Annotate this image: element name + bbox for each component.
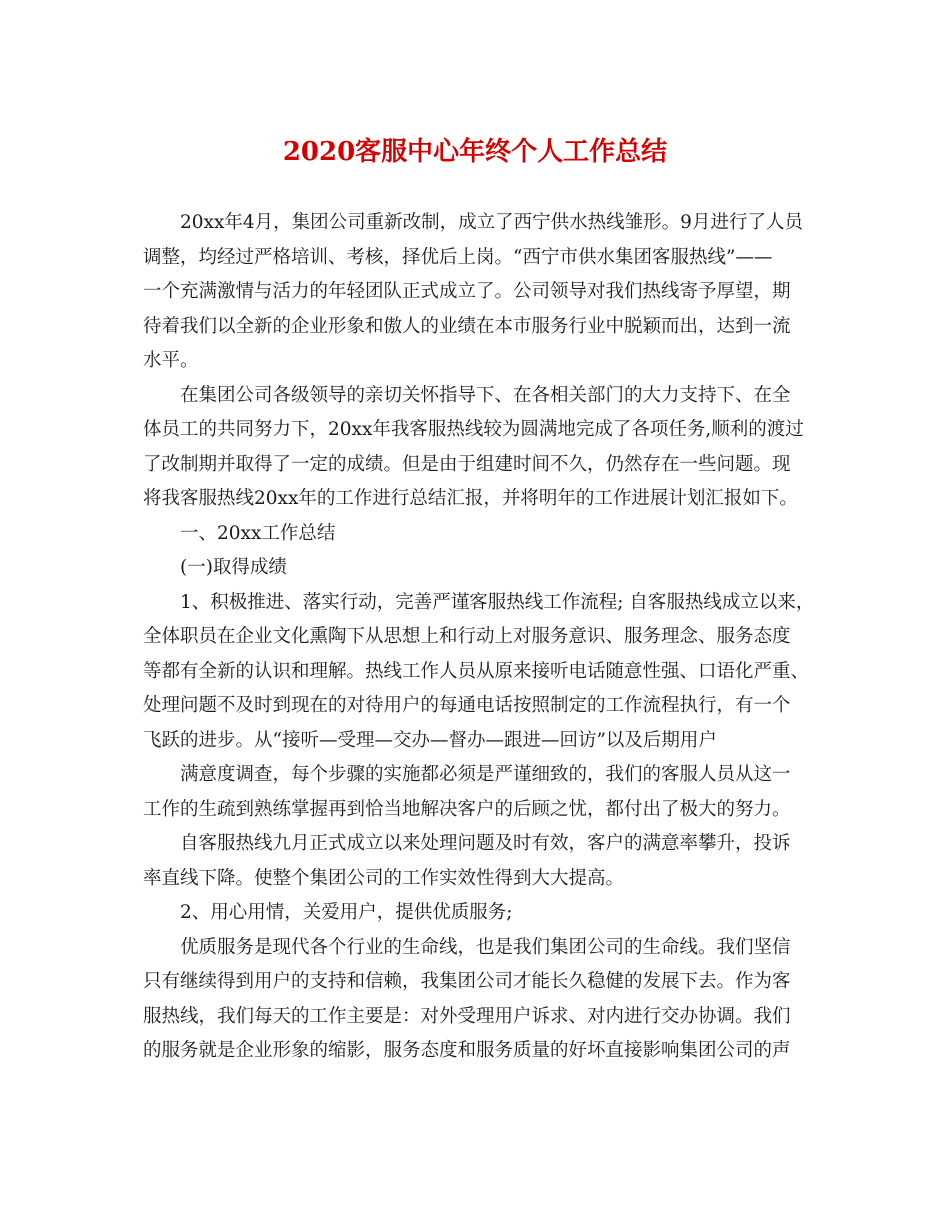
body-line: (一)取得成绩 (180, 557, 287, 578)
body-line: 1、积极推进、落实行动，完善严谨客服热线工作流程; 自客服热线成立以来， (180, 591, 815, 613)
body-line: 服热线，我们每天的工作主要是：对外受理用户诉求、对内进行交办协调。我们 (143, 1005, 791, 1027)
body-line: 等都有全新的认识和理解。热线工作人员从原来接听电话随意性强、口语化严重、 (143, 660, 810, 682)
body-line: 水平。 (143, 350, 199, 371)
body-line: 了改制期并取得了一定的成绩。但是由于组建时间不久，仍然存在一些问题。现 (143, 453, 791, 475)
body-line: 调整，均经过严格培训、考核，择优后上岗。“西宁市供水集团客服热线”—— (143, 246, 773, 268)
body-line: 体员工的共同努力下，20xx年我客服热线较为圆满地完成了各项任务,顺利的渡过 (143, 419, 804, 440)
body-line: 在集团公司各级领导的亲切关怀指导下、在各相关部门的大力支持下、在全 (180, 384, 791, 406)
body-line: 率直线下降。使整个集团公司的工作实效性得到大大提高。 (143, 867, 625, 889)
body-line: 优质服务是现代各个行业的生命线，也是我们集团公司的生命线。我们坚信 (180, 936, 791, 958)
body-line: 自客服热线九月正式成立以来处理问题及时有效，客户的满意率攀升，投诉 (180, 833, 791, 854)
body-line: 2、用心用情，关爱用户，提供优质服务; (180, 902, 513, 923)
body-line: 全体职员在企业文化熏陶下从思想上和行动上对服务意识、服务理念、服务态度 (143, 626, 791, 647)
document-body (143, 206, 823, 1069)
body-line: 一个充满激情与活力的年轻团队正式成立了。公司领导对我们热线寄予厚望，期 (143, 281, 791, 302)
body-line: 将我客服热线20xx年的工作进行总结汇报，并将明年的工作进展计划汇报如下。 (143, 488, 798, 509)
body-line: 处理问题不及时到现在的对待用户的每通电话按照制定的工作流程执行，有一个 (143, 695, 791, 716)
body-line: 工作的生疏到熟练掌握再到恰当地解决客户的后顾之忧，都付出了极大的努力。 (143, 798, 791, 820)
body-line: 只有继续得到用户的支持和信赖，我集团公司才能长久稳健的发展下去。作为客 (143, 971, 791, 992)
body-line: 的服务就是企业形象的缩影，服务态度和服务质量的好坏直接影响集团公司的声 (143, 1040, 791, 1061)
document-title: 2020客服中心年终个人工作总结 (282, 137, 668, 167)
body-line: 满意度调查，每个步骤的实施都必须是严谨细致的，我们的客服人员从这一 (180, 764, 791, 785)
body-line: 一、20xx工作总结 (180, 522, 336, 544)
body-line: 待着我们以全新的企业形象和傲人的业绩在本市服务行业中脱颖而出，达到一流 (143, 315, 791, 337)
body-line: 飞跃的进步。从“接听—受理—交办—督办—跟进—回访”以及后期用户 (143, 729, 717, 751)
body-line: 20xx年4月，集团公司重新改制，成立了西宁供水热线雏形。9月进行了人员 (180, 212, 803, 233)
